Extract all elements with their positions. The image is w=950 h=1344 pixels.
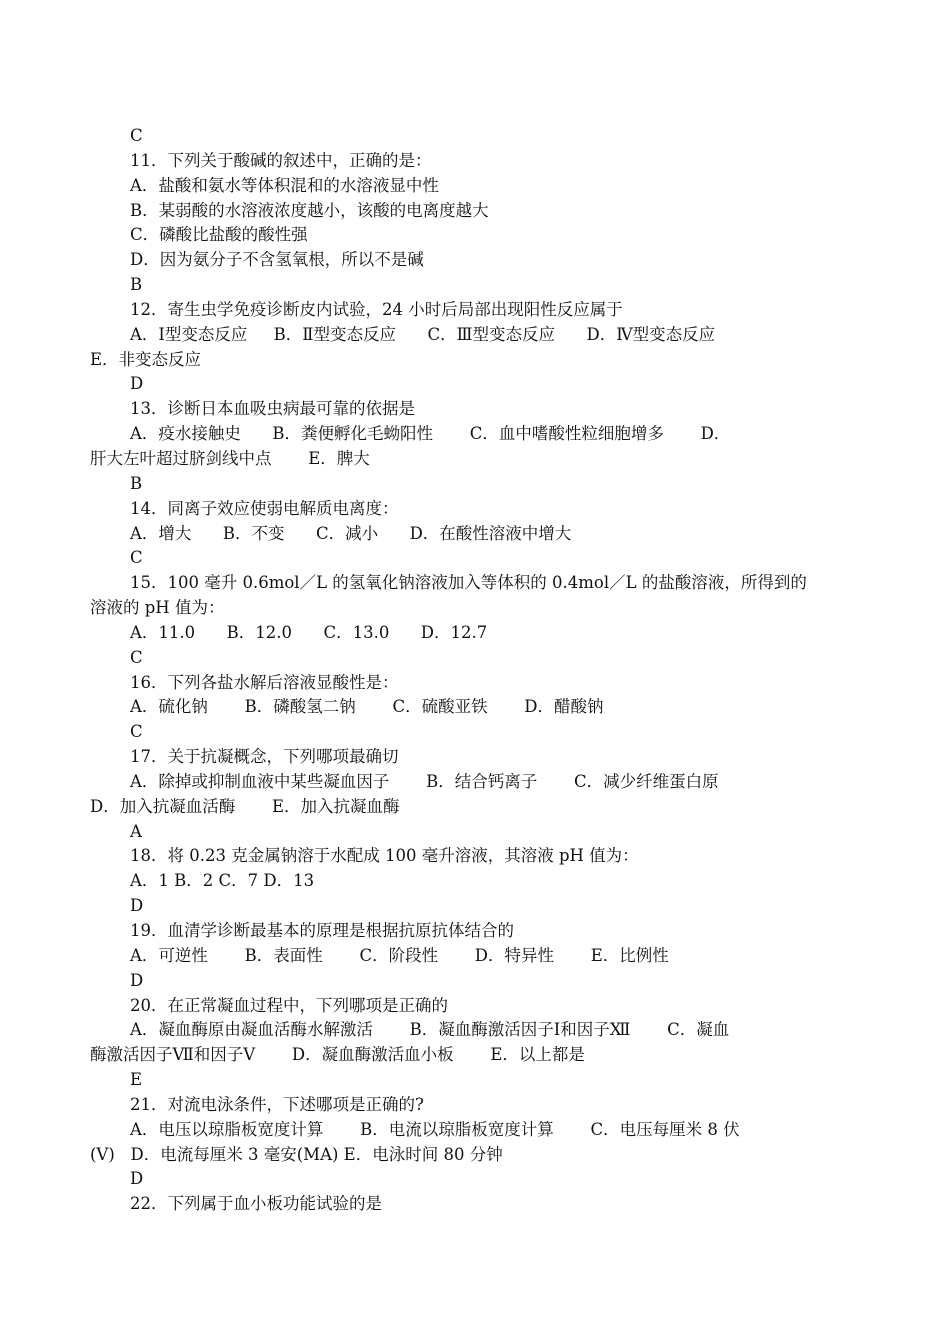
text-line: E <box>130 1070 143 1090</box>
text-line: C <box>130 126 143 145</box>
text-line: D．加入抗凝血活酶 E．加入抗凝血酶 <box>90 796 400 816</box>
text-line: 22．下列属于血小板功能试验的是 <box>130 1194 382 1214</box>
text-line: D <box>130 374 144 394</box>
text-line: A．可逆性 B．表面性 C．阶段性 D．特异性 E．比例性 <box>130 945 669 965</box>
text-line: B <box>130 275 143 295</box>
text-line: A．11.0 B．12.0 C．13.0 D．12.7 <box>130 622 488 642</box>
text-line: A．Ⅰ型变态反应 B．Ⅱ型变态反应 C．Ⅲ型变态反应 D．Ⅳ型变态反应 <box>130 324 716 344</box>
text-line: A．增大 B．不变 C．减小 D．在酸性溶液中增大 <box>130 523 572 543</box>
text-line: 11．下列关于酸碱的叙述中，正确的是： <box>130 150 432 170</box>
text-line: 18．将 0.23 克金属钠溶于水配成 100 毫升溶液，其溶液 pH 值为： <box>130 846 639 866</box>
text-line: 16．下列各盐水解后溶液显酸性是： <box>130 672 399 692</box>
text-line: 13．诊断日本血吸虫病最可靠的依据是 <box>130 399 415 419</box>
text-line: 17．关于抗凝概念，下列哪项最确切 <box>130 747 399 767</box>
text-line: 21．对流电泳条件，下述哪项是正确的? <box>130 1094 424 1114</box>
text-line: 酶激活因子Ⅶ和因子Ⅴ D．凝血酶激活血小板 E．以上都是 <box>90 1045 585 1065</box>
text-line: 15．100 毫升 0.6mol／L 的氢氧化钠溶液加入等体积的 0.4mol／L 的盐酸溶液，所得到的 <box>130 573 807 593</box>
text-line: C <box>130 548 143 568</box>
text-line: B <box>130 473 143 493</box>
text-line: 14．同离子效应使弱电解质电离度： <box>130 498 399 518</box>
text-line: D <box>130 896 144 916</box>
text-line: A．1 B．2 C．7 D．13 <box>130 871 315 891</box>
text-line: 12．寄生虫学免疫诊断皮内试验，24 小时后局部出现阳性反应属于 <box>130 299 623 319</box>
text-line: A <box>130 821 142 841</box>
text-line: A．除掉或抑制血液中某些凝血因子 B．结合钙离子 C．减少纤维蛋白原 <box>130 771 719 791</box>
text-line: A．盐酸和氨水等体积混和的水溶液显中性 <box>130 175 439 195</box>
text-line: C <box>130 722 143 742</box>
text-line: D．因为氨分子不含氢氧根，所以不是碱 <box>130 250 424 270</box>
text-line: D <box>130 970 144 990</box>
text-line: D <box>130 1169 144 1189</box>
text-line: 19．血清学诊断最基本的原理是根据抗原抗体结合的 <box>130 921 514 940</box>
text-line: A．硫化钠 B．磷酸氢二钠 C．硫酸亚铁 D．醋酸钠 <box>130 697 604 717</box>
text-line: E．非变态反应 <box>90 349 202 369</box>
text-line: A．电压以琼脂板宽度计算 B．电流以琼脂板宽度计算 C．电压每厘米 8 伏 <box>130 1119 740 1139</box>
text-line: 肝大左叶超过脐剑线中点 E．脾大 <box>90 448 370 468</box>
text-line: A．凝血酶原由凝血活酶水解激活 B．凝血酶激活因子Ⅰ和因子Ⅻ C．凝血 <box>130 1020 730 1040</box>
text-line: (V) D．电流每厘米 3 毫安(MA) E．电泳时间 80 分钟 <box>90 1144 503 1164</box>
text-line: 20．在正常凝血过程中，下列哪项是正确的 <box>130 995 448 1015</box>
text-line: B．某弱酸的水溶液浓度越小，该酸的电离度越大 <box>130 200 489 220</box>
text-line: C <box>130 647 143 667</box>
text-line: 溶液的 pH 值为： <box>90 598 225 618</box>
text-line: A．疫水接触史 B．粪便孵化毛蚴阳性 C．血中嗜酸性粒细胞增多 D． <box>130 424 731 444</box>
text-line: C．磷酸比盐酸的酸性强 <box>130 225 308 245</box>
